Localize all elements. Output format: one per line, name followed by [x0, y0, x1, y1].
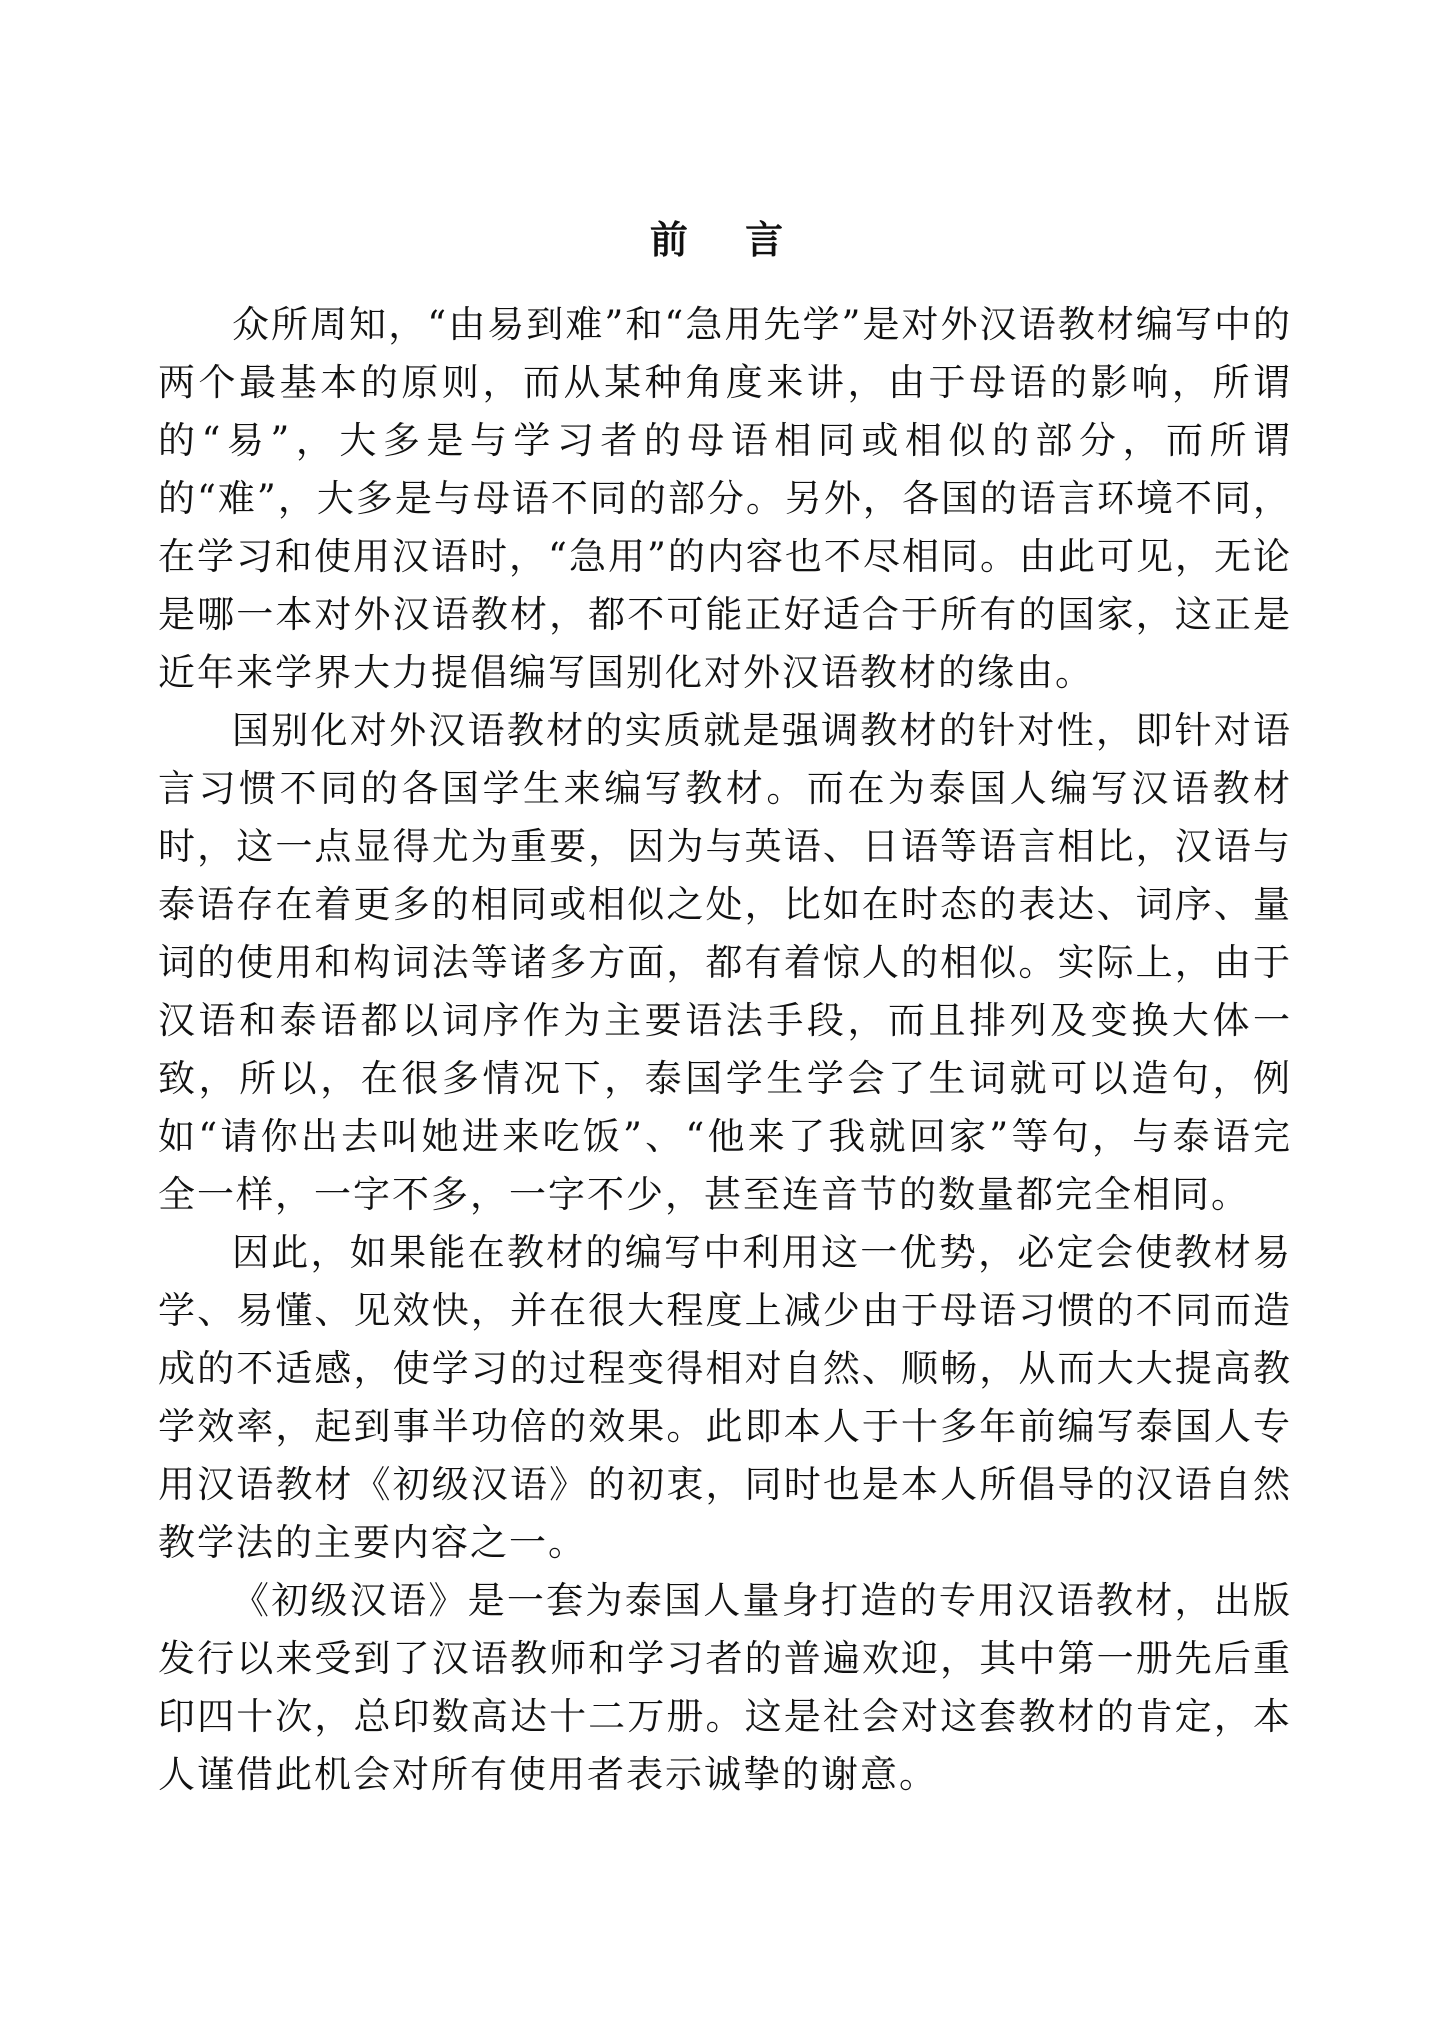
paragraph-4: 《初级汉语》是一套为泰国人量身打造的专用汉语教材，出版发行以来受到了汉语教师和学习者的普遍欢迎，其中第一册先后重印四十次，总印数高达十二万册。这是社会对这套教材的肯定，本人谨借此机会对所有使用者表示诚挚的谢意。 [158, 1579, 1292, 1796]
paragraph-2: 国别化对外汉语教材的实质就是强调教材的针对性，即针对语言习惯不同的各国学生来编写教材。而在为泰国人编写汉语教材时，这一点显得尤为重要，因为与英语、日语等语言相比，汉语与泰语存在着更多的相同或相似之处，比如在时态的表达、词序、量词的使用和构词法等诸多方面，都有着惊人的相似。实际上，由于汉语和泰语都以词序作为主要语法手段，而且排列及变换大体一致，所以，在很多情况下，泰国学生学会了生词就可以造句，例如“请你出去叫她进来吃饭”、“他来了我就回家”等句，与泰语完全一样，一字不多，一字不少，甚至连音节的数量都完全相同。 [158, 709, 1292, 1216]
body-text [158, 296, 1292, 1804]
paragraph-1: 众所周知，“由易到难”和“急用先学”是对外汉语教材编写中的两个最基本的原则，而从某种角度来讲，由于母语的影响，所谓的“易”，大多是与学习者的母语相同或相似的部分，而所谓的“难”，大多是与母语不同的部分。另外，各国的语言环境不同，在学习和使用汉语时，“急用”的内容也不尽相同。由此可见，无论是哪一本对外汉语教材，都不可能正好适合于所有的国家，这正是近年来学界大力提倡编写国别化对外汉语教材的缘由。 [158, 303, 1292, 694]
page-title: 前 言 [649, 217, 806, 262]
paragraph-3: 因此，如果能在教材的编写中利用这一优势，必定会使教材易学、易懂、见效快，并在很大程度上减少由于母语习惯的不同而造成的不适感，使学习的过程变得相对自然、顺畅，从而大大提高教学效率，起到事半功倍的效果。此即本人于十多年前编写泰国人专用汉语教材《初级汉语》的初衷，同时也是本人所倡导的汉语自然教学法的主要内容之一。 [158, 1231, 1292, 1564]
